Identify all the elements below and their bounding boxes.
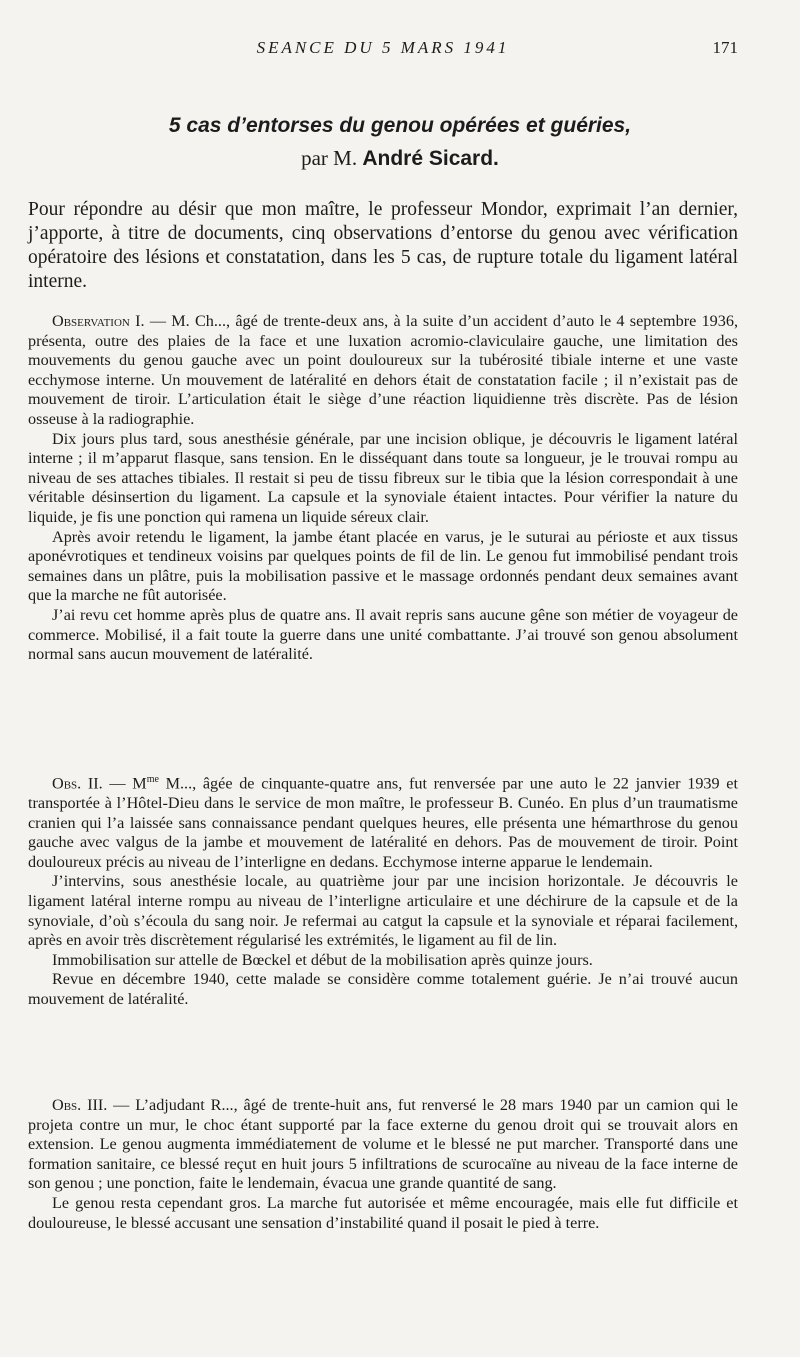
page-number: 171 <box>712 38 738 57</box>
obs1-text-1: — M. Ch..., âgé de trente-deux ans, à la suite d’un accident d’auto le 4 septembre 1936, présenta, outre des plaies de la face et une luxation acromio-claviculaire gauche, une limitation des mouvements du genou gauche avec un point douloureux sur la tubérosité tibiale interne et une vaste ecchymose interne. Un mouvement de latéralité en dehors était de constatation facile ; il n’existait pas de mouvement de tiroir. L’articulation était le siège d’une réaction liquidienne très discrète. Pas de lésion osseuse à la radiographie. <box>28 312 738 428</box>
obs2-paragraph-2: J’intervins, sous anesthésie locale, au quatrième jour par une incision horizontale. Je découvris le ligament latéral interne rompu au niveau de l’interligne articulaire et une déchirure de la capsule et de la synoviale, d’où s’écoula du sang noir. Je refermai au catgut la capsule et la synoviale et réparai facilement, après en avoir très discrètement régularisé les extrémités, le ligament au fil de lin. <box>28 872 738 950</box>
observation-2 <box>28 770 738 1010</box>
obs2-paragraph-1 <box>28 770 738 872</box>
obs1-paragraph-4: J’ai revu cet homme après plus de quatre ans. Il avait repris sans aucune gêne son métier de voyageur de commerce. Mobilisé, il a fait toute la guerre dans une unité combattante. J’ai trouvé son genou absolument normal sans aucun mouvement de latéralité. <box>28 605 738 664</box>
header-title: SEANCE DU 5 MARS 1941 <box>256 38 510 57</box>
observation-3 <box>28 1096 738 1233</box>
obs2-text-1a: — M <box>102 774 147 793</box>
author-prefix: par M. <box>301 146 363 170</box>
obs2-label: Obs. II. <box>52 774 103 793</box>
observation-1 <box>28 312 738 665</box>
obs3-label: Obs. III. <box>52 1096 108 1114</box>
obs3-paragraph-1 <box>28 1096 738 1194</box>
obs1-paragraph-1 <box>28 312 738 430</box>
running-header <box>28 38 738 62</box>
obs2-paragraph-4: Revue en décembre 1940, cette malade se considère comme totalement guérie. Je n’ai trouvé aucun mouvement de latéralité. <box>28 970 738 1008</box>
obs3-text-1: — L’adjudant R..., âgé de trente-huit ans, fut renversé le 28 mars 1940 par un camion qui le projeta contre un mur, le choc étant supporté par la face externe du genou droit qui se trouvait alors en extension. Le genou augmenta immédiatement de volume et le blessé ne put marcher. Transporté dans une formation sanitaire, ce blessé reçut en huit jours 5 infiltrations de scurocaïne au niveau de la face interne de son genou ; une ponction, faite le lendemain, évacua une grande quantité de sang. <box>28 1096 738 1193</box>
intro-paragraph: Pour répondre au désir que mon maître, le professeur Mondor, exprimait l’an dernier, j’apporte, à titre de documents, cinq observations d’entorse du genou avec vérification opératoire des lésions et constatation, dans les 5 cas, de rupture totale du ligament latéral interne. <box>28 199 738 292</box>
author-name: André Sicard. <box>362 147 499 170</box>
article-title: 5 cas d’entorses du genou opérées et guéries, <box>168 114 632 137</box>
obs2-superscript: me <box>146 774 159 785</box>
obs1-paragraph-3: Après avoir retendu le ligament, la jambe étant placée en varus, je le suturai au périoste et aux tissus aponévrotiques et tendineux voisins par quelques points de fil de lin. Le genou fut immobilisé pendant trois semaines dans un plâtre, puis la mobilisation passive et le massage ordonnés pendant deux semaines avant que la marche ne fût autorisée. <box>28 527 738 605</box>
obs2-paragraph-3: Immobilisation sur attelle de Bœckel et début de la mobilisation après quinze jours. <box>52 950 593 969</box>
obs1-paragraph-2: Dix jours plus tard, sous anesthésie générale, par une incision oblique, je découvris le ligament latéral interne ; il m’apparut flasque, sans tension. En le disséquant dans toute sa longueur, je le trouvai rompu au niveau de ses attaches tibiales. Il restait si peu de tissu fibreux sur le tibia que la lésion correspondait à une véritable désinsertion du ligament. La capsule et la synoviale étaient intactes. Pour vérifier la nature du liquide, je fis une ponction qui ramena un liquide séreux clair. <box>28 429 738 526</box>
obs3-paragraph-2: Le genou resta cependant gros. La marche fut autorisée et même encouragée, mais elle fut difficile et douloureuse, le blessé accusant une sensation d’instabilité quand il posait le pied à terre. <box>28 1193 738 1232</box>
article-author <box>0 146 800 171</box>
obs1-label: Observation I. <box>52 312 145 330</box>
obs2-text-1b: M..., âgée de cinquante-quatre ans, fut renversée par une auto le 22 janvier 1939 et transportée à l’Hôtel-Dieu dans le service de mon maître, le professeur B. Cunéo. En plus d’un traumatisme cranien qui l’a laissée sans connaissance pendant quelques heures, elle présenta une hémarthrose du genou gauche avec valgus de la jambe et mouvement de latéralité en dehors. Pas de mouvement de tiroir. Point douloureux précis au niveau de l’interligne en dedans. Ecchymose interne apparue le lendemain. <box>28 774 738 871</box>
